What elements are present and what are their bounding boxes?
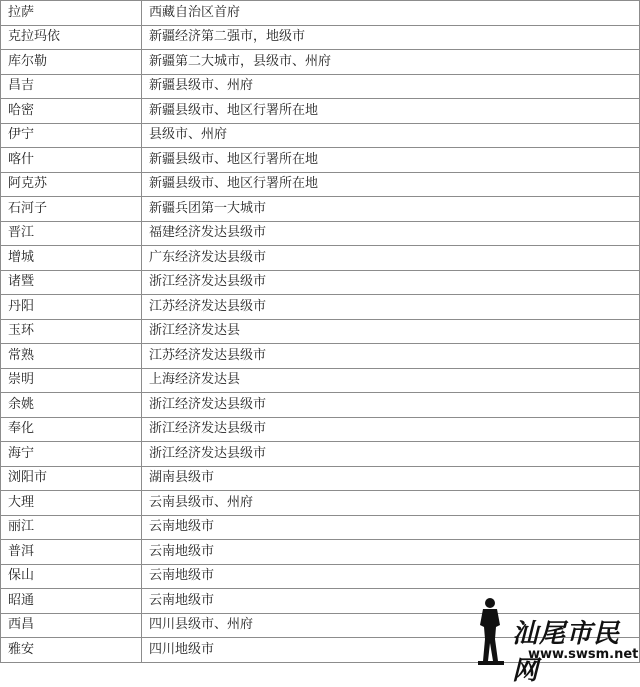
table-row: [1, 540, 640, 565]
city-description-cell: 新疆经济第二强市，地级市: [142, 25, 640, 50]
city-description-cell: 云南地级市: [142, 564, 640, 589]
city-name-cell: 西昌: [1, 613, 142, 638]
table-row: [1, 148, 640, 173]
table-row: [1, 25, 640, 50]
city-name-cell: 哈密: [1, 99, 142, 124]
watermark: [474, 595, 639, 686]
city-description-cell: 新疆第二大城市，县级市、州府: [142, 50, 640, 75]
watermark-script: 汕尾市民网: [512, 619, 621, 686]
city-description-cell: 四川县级市、州府: [142, 613, 640, 638]
table-row: [1, 393, 640, 418]
city-description-cell: 江苏经济发达县级市: [142, 295, 640, 320]
table-row: [1, 50, 640, 75]
city-description-cell: 广东经济发达县级市: [142, 246, 640, 271]
city-description-cell: 浙江经济发达县级市: [142, 417, 640, 442]
city-name-cell: 阿克苏: [1, 172, 142, 197]
city-name-cell: 奉化: [1, 417, 142, 442]
city-name-cell: 普洱: [1, 540, 142, 565]
table-row: [1, 270, 640, 295]
city-description-cell: 云南地级市: [142, 540, 640, 565]
table-row: [1, 466, 640, 491]
city-description-cell: 浙江经济发达县级市: [142, 442, 640, 467]
table-row: [1, 246, 640, 271]
city-name-cell: 晋江: [1, 221, 142, 246]
city-name-cell: 丽江: [1, 515, 142, 540]
city-name-cell: 昌吉: [1, 74, 142, 99]
city-name-cell: 崇明: [1, 368, 142, 393]
city-name-cell: 喀什: [1, 148, 142, 173]
city-name-cell: 余姚: [1, 393, 142, 418]
watermark-url: www.swsm.net: [528, 647, 639, 662]
table-row: [1, 197, 640, 222]
city-name-cell: 克拉玛依: [1, 25, 142, 50]
city-description-cell: 新疆县级市、地区行署所在地: [142, 148, 640, 173]
city-name-cell: 常熟: [1, 344, 142, 369]
city-name-cell: 石河子: [1, 197, 142, 222]
table-row: [1, 99, 640, 124]
city-description-cell: 湖南县级市: [142, 466, 640, 491]
city-description-cell: 新疆县级市、州府: [142, 74, 640, 99]
table-row: [1, 74, 640, 99]
table-row: [1, 172, 640, 197]
table-row: [1, 1, 640, 26]
city-description-cell: 云南县级市、州府: [142, 491, 640, 516]
person-silhouette-icon: [474, 595, 514, 667]
city-description-cell: 西藏自治区首府: [142, 1, 640, 26]
city-name-cell: 雅安: [1, 638, 142, 663]
table-row: [1, 295, 640, 320]
table-row: [1, 123, 640, 148]
city-name-cell: 玉环: [1, 319, 142, 344]
city-name-cell: 库尔勒: [1, 50, 142, 75]
table-row: [1, 491, 640, 516]
city-description-cell: 新疆县级市、地区行署所在地: [142, 172, 640, 197]
city-name-cell: 大理: [1, 491, 142, 516]
table-row: [1, 442, 640, 467]
city-name-cell: 海宁: [1, 442, 142, 467]
table-row: [1, 344, 640, 369]
table-row: [1, 221, 640, 246]
city-description-cell: 新疆县级市、地区行署所在地: [142, 99, 640, 124]
city-name-cell: 丹阳: [1, 295, 142, 320]
city-description-cell: 四川地级市: [142, 638, 640, 663]
city-name-cell: 增城: [1, 246, 142, 271]
city-description-cell: 江苏经济发达县级市: [142, 344, 640, 369]
city-name-cell: 昭通: [1, 589, 142, 614]
city-description-cell: 县级市、州府: [142, 123, 640, 148]
city-description-cell: 新疆兵团第一大城市: [142, 197, 640, 222]
city-name-cell: 保山: [1, 564, 142, 589]
city-name-cell: 诸暨: [1, 270, 142, 295]
city-description-cell: 浙江经济发达县: [142, 319, 640, 344]
city-description-cell: 浙江经济发达县级市: [142, 393, 640, 418]
city-description-cell: 云南地级市: [142, 515, 640, 540]
city-name-cell: 浏阳市: [1, 466, 142, 491]
city-name-cell: 伊宁: [1, 123, 142, 148]
table-row: [1, 417, 640, 442]
table-row: [1, 319, 640, 344]
city-description-cell: 云南地级市: [142, 589, 640, 614]
city-description-cell: 上海经济发达县: [142, 368, 640, 393]
city-description-cell: 福建经济发达县级市: [142, 221, 640, 246]
table-row: [1, 368, 640, 393]
city-name-cell: 拉萨: [1, 1, 142, 26]
table-row: [1, 564, 640, 589]
city-description-cell: 浙江经济发达县级市: [142, 270, 640, 295]
table-row: [1, 515, 640, 540]
